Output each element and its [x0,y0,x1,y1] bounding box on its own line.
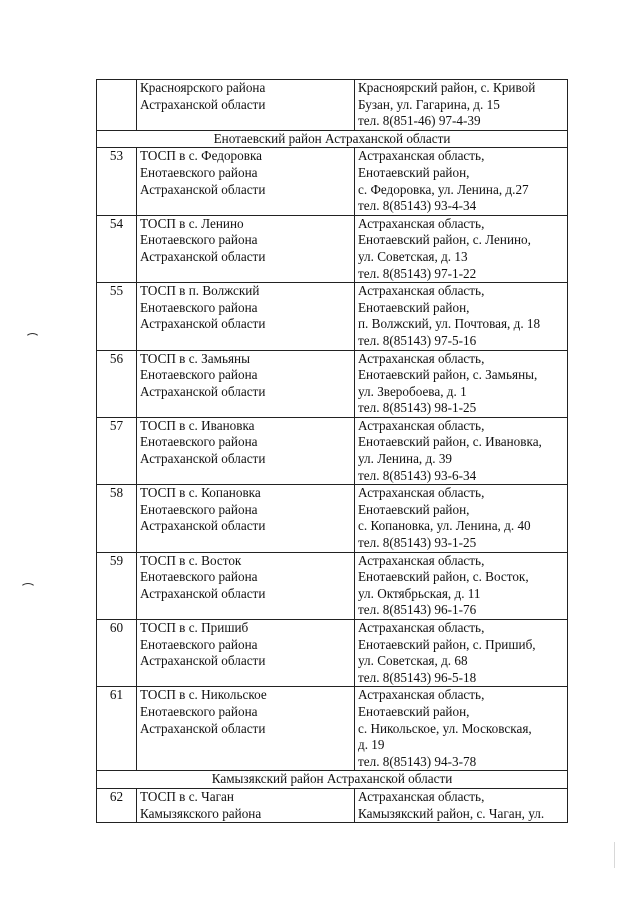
cell-text-line: Астраханской области [140,451,266,467]
section-row-enotaevsky [97,130,568,148]
table-row-continued [97,80,568,131]
cell-text-line: Бузан, ул. Гагарина, д. 15 [358,96,500,112]
office-name-cell [137,350,355,417]
cell-text-line: ул. Советская, д. 68 [358,653,468,669]
cell-text-line: Енотаевский район, [358,164,470,180]
cell-text-line: Енотаевский район, с. Восток, [358,569,529,585]
offices-table [96,79,568,823]
office-address-cell [355,148,568,215]
section-heading: Енотаевский район Астраханской области [97,130,568,148]
cell-text-line: Енотаевского района [140,636,258,652]
cell-text-line: Енотаевский район, [358,501,470,517]
cell-text-line: п. Волжский, ул. Почтовая, д. 18 [358,316,541,332]
cell-text-line: ТОСП в с. Ленино [140,215,244,231]
table-row [97,148,568,215]
cell-text-line: Енотаевского района [140,569,258,585]
cell-text-line: Енотаевского района [140,703,258,719]
table-row-partial [97,788,568,822]
office-name-cell [137,283,355,350]
cell-text-line: Енотаевский район, с. Пришиб, [358,636,536,652]
cell-text-line: Астраханская область, [358,788,485,804]
cell-text-line: ТОСП в с. Чаган [140,788,234,804]
cell-text-line: ТОСП в с. Федоровка [140,148,263,164]
cell-text-line: тел. 8(851-46) 97-4-39 [358,113,481,129]
office-address-cell [355,788,568,822]
office-name-cell [137,417,355,484]
cell-text-line: ТОСП в с. Замьяны [140,350,250,366]
cell-text-line: Астраханской области [140,518,266,534]
office-name-cell [137,620,355,687]
cell-text-line: Енотаевский район, с. Замьяны, [358,367,538,383]
office-name-cell [137,148,355,215]
cell-text-line: тел. 8(85143) 97-5-16 [358,332,477,348]
cell-text-line: Красноярский район, с. Кривой [358,80,536,95]
cell-text-line: Астраханской области [140,383,266,399]
cell-text-line: Енотаевский район, [358,703,470,719]
cell-text-line: Красноярского района [140,80,266,95]
office-name-cell [137,485,355,552]
office-name-cell [137,80,355,131]
cell-text-line: ул. Советская, д. 13 [358,248,468,264]
cell-text-line: Астраханская область, [358,350,485,366]
cell-text-line: Астраханская область, [358,687,485,703]
scan-artifact [614,842,615,868]
office-name-cell [137,788,355,822]
cell-text-line: ул. Зверобоева, д. 1 [358,383,467,399]
office-address-cell [355,80,568,131]
cell-text-line: Астраханской области [140,316,266,332]
cell-text-line: Астраханской области [140,653,266,669]
cell-text-line: Енотаевский район, с. Ленино, [358,232,531,248]
margin-mark-lower [20,583,36,595]
office-address-cell [355,687,568,771]
cell-text-line: Енотаевского района [140,501,258,517]
cell-text-line: Енотаевского района [140,367,258,383]
cell-text-line: Енотаевский район, с. Ивановка, [358,434,542,450]
cell-text-line: с. Никольское, ул. Московская, [358,720,532,736]
table-row [97,283,568,350]
table-row [97,620,568,687]
cell-text-line: Камызякского района [140,805,262,821]
cell-text-line: Астраханская область, [358,485,485,501]
row-number: 57 [97,417,137,484]
office-address-cell [355,417,568,484]
table-row [97,687,568,771]
office-address-cell [355,215,568,282]
cell-text-line: тел. 8(85143) 96-5-18 [358,669,477,685]
office-address-cell [355,552,568,619]
cell-text-line: ул. Ленина, д. 39 [358,451,453,467]
cell-text-line: Камызякский район, с. Чаган, ул. [358,805,545,821]
cell-text-line: тел. 8(85143) 96-1-76 [358,602,477,618]
cell-text-line: с. Копановка, ул. Ленина, д. 40 [358,518,531,534]
office-name-cell [137,552,355,619]
cell-text-line: Енотаевский район, [358,299,470,315]
cell-text-line: Астраханская область, [358,148,485,164]
office-name-cell [137,687,355,771]
row-number: 54 [97,215,137,282]
cell-text-line: Астраханской области [140,181,266,197]
cell-text-line: Енотаевского района [140,232,258,248]
section-heading: Камызякский район Астраханской области [97,771,568,789]
row-number: 56 [97,350,137,417]
cell-text-line: тел. 8(85143) 93-6-34 [358,467,477,483]
cell-text-line: ТОСП в с. Ивановка [140,417,255,433]
table-row [97,350,568,417]
cell-text-line: ул. Октябрьская, д. 11 [358,585,481,601]
row-number: 53 [97,148,137,215]
row-number: 62 [97,788,137,822]
cell-text-line: Астраханская область, [358,620,485,635]
cell-text-line: Астраханской области [140,585,266,601]
cell-text-line: Енотаевского района [140,434,258,450]
cell-text-line: Астраханской области [140,720,266,736]
section-row-kamyzyaksky [97,771,568,789]
cell-text-line: с. Федоровка, ул. Ленина, д.27 [358,181,529,197]
cell-text-line: Астраханская область, [358,283,485,299]
cell-text-line: тел. 8(85143) 93-1-25 [358,535,477,551]
cell-text-line: тел. 8(85143) 93-4-34 [358,198,477,214]
office-address-cell [355,620,568,687]
office-address-cell [355,485,568,552]
office-address-cell [355,283,568,350]
cell-text-line: Астраханской области [140,248,266,264]
cell-text-line: ТОСП в п. Волжский [140,283,260,299]
office-address-cell [355,350,568,417]
row-number [97,80,137,131]
cell-text-line: ТОСП в с. Пришиб [140,620,249,635]
cell-text-line: Астраханской области [140,96,266,112]
cell-text-line: Астраханская область, [358,552,485,568]
cell-text-line: Енотаевского района [140,164,258,180]
offices-table-body [97,80,568,823]
cell-text-line: ТОСП в с. Никольское [140,687,267,703]
row-number: 58 [97,485,137,552]
margin-mark-upper [25,333,40,345]
table-row [97,417,568,484]
row-number: 60 [97,620,137,687]
cell-text-line: ТОСП в с. Восток [140,552,242,568]
table-row [97,215,568,282]
row-number: 55 [97,283,137,350]
cell-text-line: тел. 8(85143) 98-1-25 [358,400,477,416]
cell-text-line: тел. 8(85143) 97-1-22 [358,265,477,281]
table-row [97,552,568,619]
table-row [97,485,568,552]
row-number: 61 [97,687,137,771]
cell-text-line: Астраханская область, [358,215,485,231]
cell-text-line: тел. 8(85143) 94-3-78 [358,753,477,769]
cell-text-line: д. 19 [358,737,385,753]
row-number: 59 [97,552,137,619]
cell-text-line: Енотаевского района [140,299,258,315]
office-name-cell [137,215,355,282]
cell-text-line: ТОСП в с. Копановка [140,485,261,501]
cell-text-line: Астраханская область, [358,417,485,433]
